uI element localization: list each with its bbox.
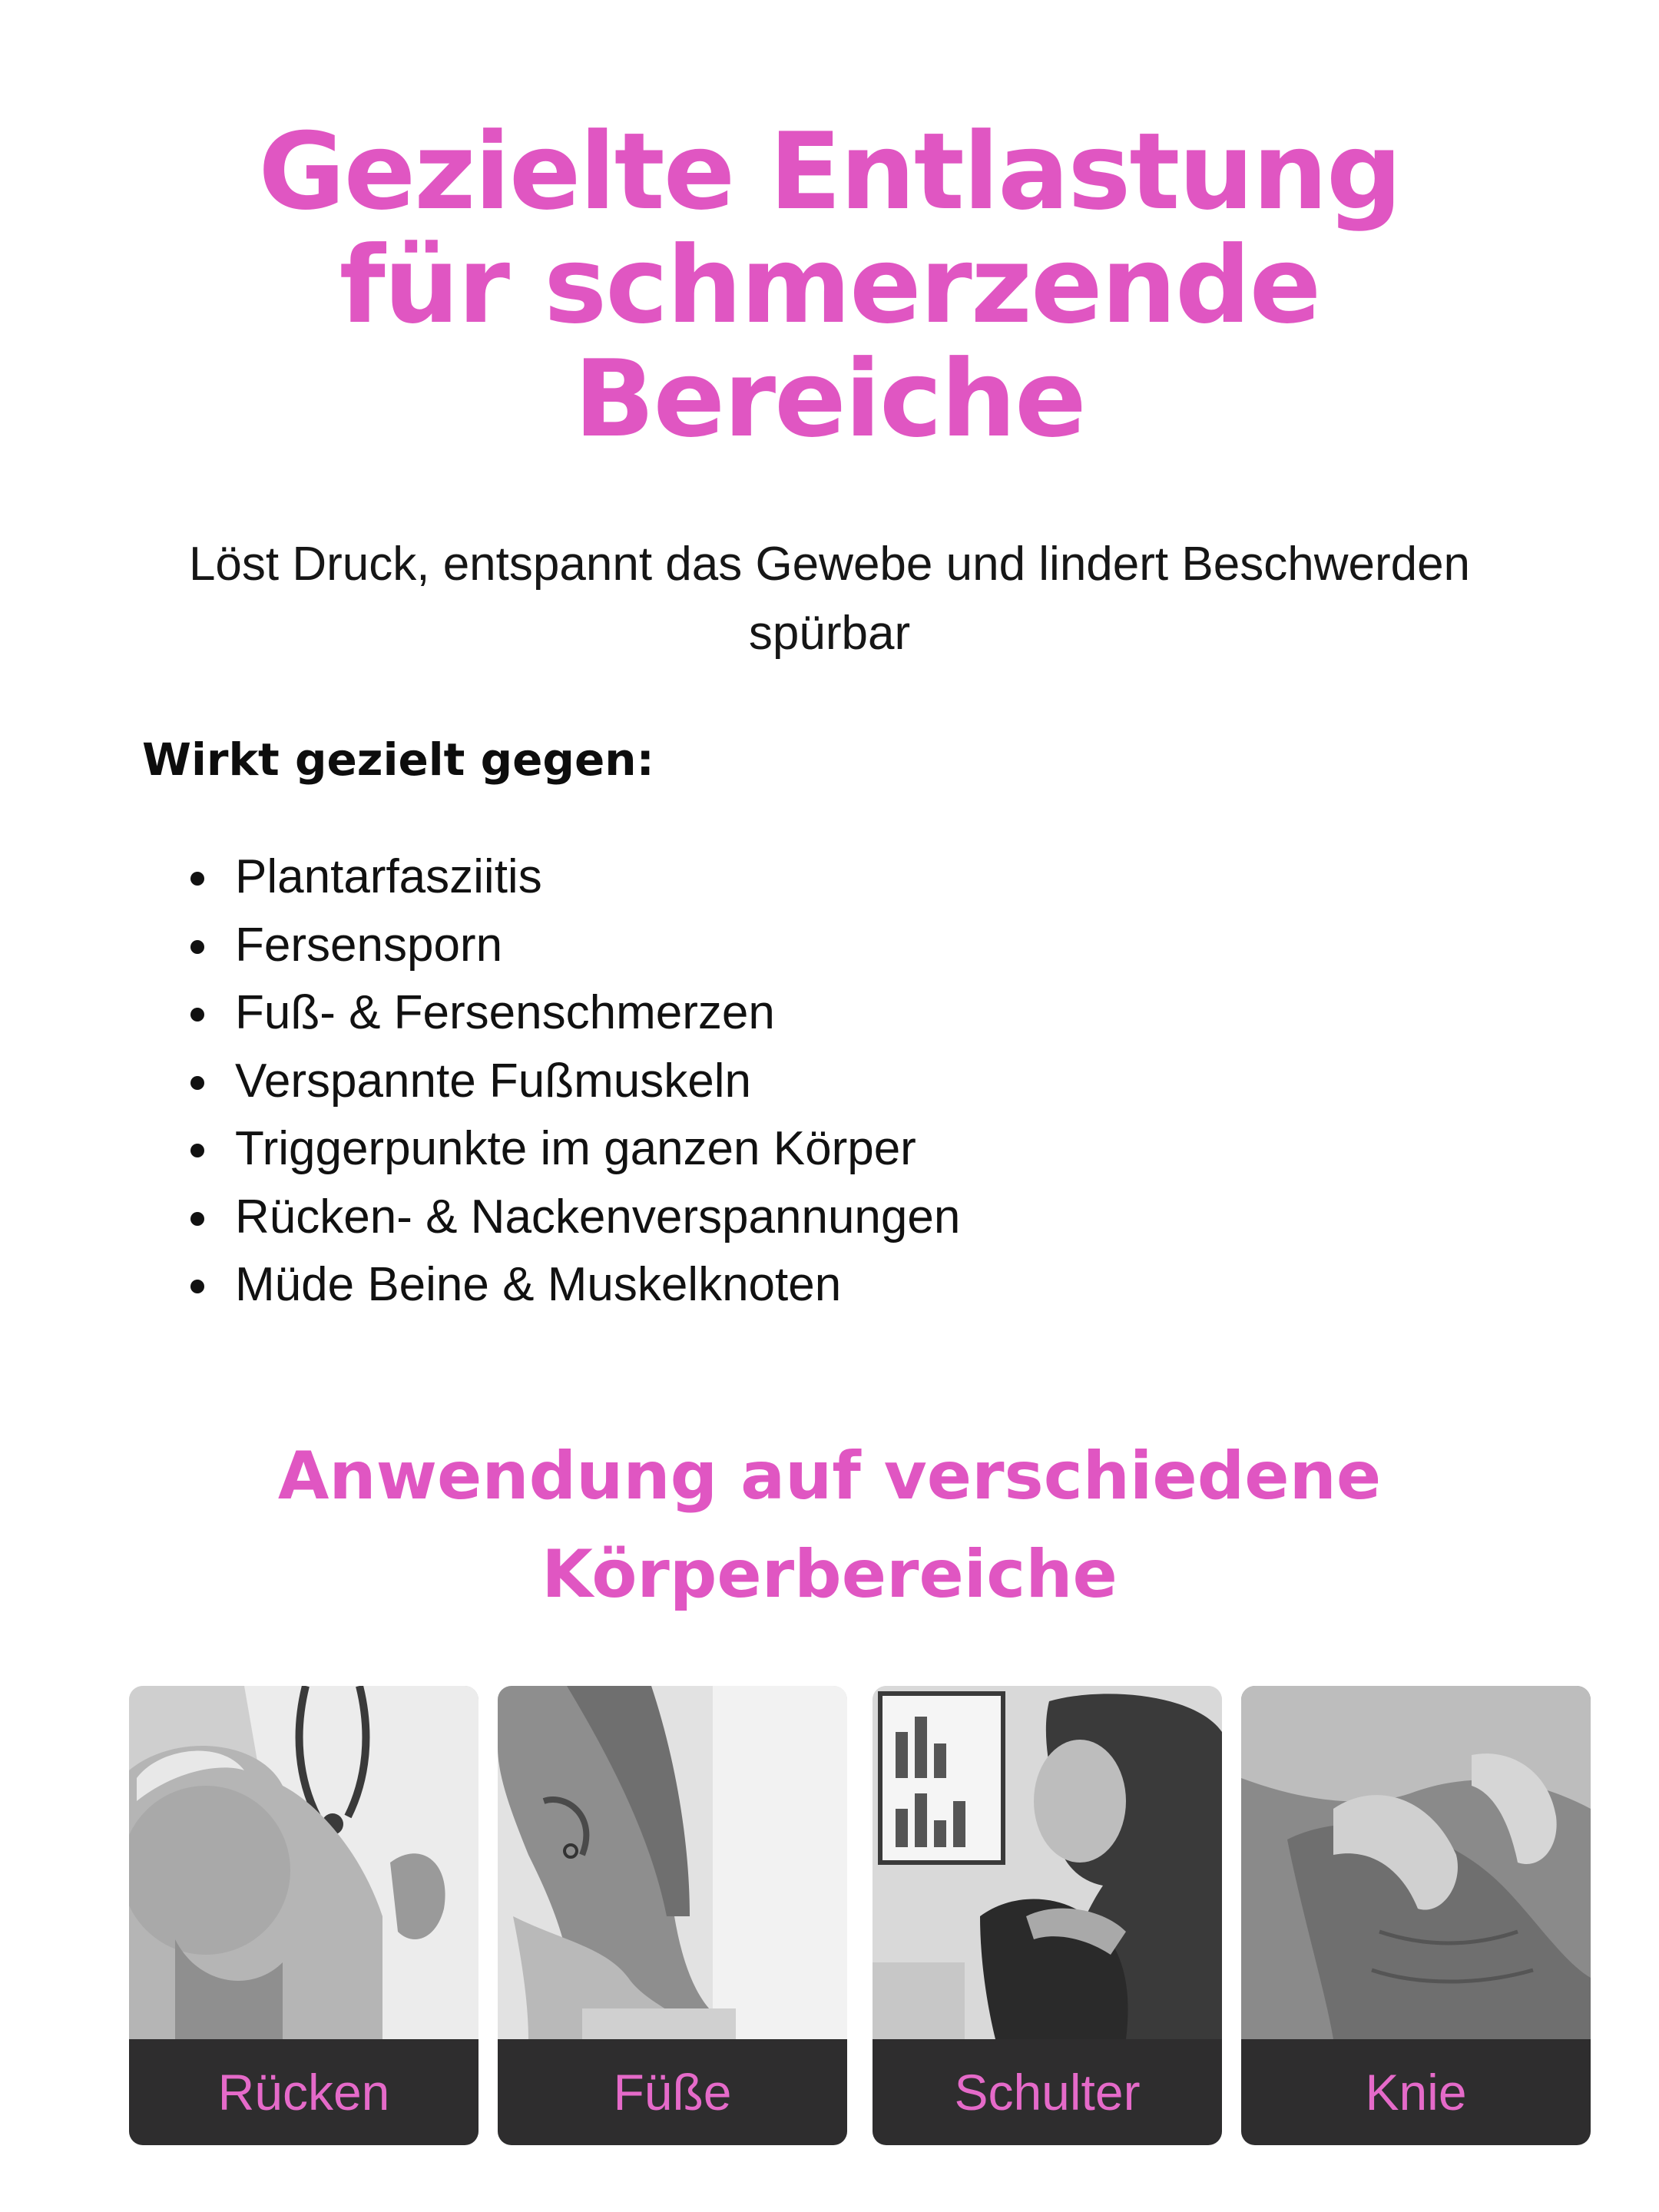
hero-title	[0, 110, 1659, 461]
effect-item-fersensporn	[184, 912, 960, 980]
knee-photo-icon	[1241, 1686, 1591, 2039]
area-label-knie: Knie	[1365, 2064, 1467, 2121]
effect-item-triggerpunkte	[184, 1115, 960, 1184]
area-label-schulter: Schulter	[954, 2064, 1141, 2121]
effect-item-label: Rücken- & Nackenverspannungen	[235, 1190, 961, 1243]
bullet-icon	[190, 1212, 204, 1226]
area-card-knie	[1241, 1686, 1591, 2145]
area-label-fuesse: Füße	[613, 2064, 732, 2121]
caption-bar	[1241, 2039, 1591, 2145]
hero-subtitle	[61, 530, 1598, 668]
hero-subtitle-line-1: Löst Druck, entspannt das Gewebe und lindert Beschwerden	[188, 538, 1471, 591]
hero-title-line-1: Gezielte Entlastung	[258, 110, 1401, 233]
effect-item-label: Triggerpunkte im ganzen Körper	[235, 1122, 916, 1175]
hero-title-line-2: für schmerzende	[339, 224, 1320, 347]
bullet-icon	[190, 1076, 204, 1090]
effect-item-label: Verspannte Fußmuskeln	[235, 1054, 752, 1108]
effect-item-fuss-fersenschmerzen	[184, 979, 960, 1048]
application-title	[0, 1427, 1659, 1624]
area-card-ruecken	[129, 1686, 478, 2145]
bullet-icon	[190, 1008, 204, 1022]
bullet-icon	[190, 872, 204, 886]
application-title-line-1: Anwendung auf verschiedene	[277, 1438, 1382, 1515]
effect-item-label: Fersensporn	[235, 918, 503, 972]
bullet-icon	[190, 1144, 204, 1157]
effect-item-label: Müde Beine & Muskelknoten	[235, 1258, 842, 1311]
back-photo-icon	[129, 1686, 478, 2039]
shoulder-photo-icon	[873, 1686, 1222, 2039]
area-card-schulter	[873, 1686, 1222, 2145]
bullet-icon	[190, 940, 204, 954]
effects-heading: Wirkt gezielt gegen:	[142, 733, 654, 786]
caption-bar	[129, 2039, 478, 2145]
effect-item-label: Plantarfasziitis	[235, 850, 542, 903]
effect-item-muede-beine	[184, 1251, 960, 1320]
application-title-line-2: Körperbereiche	[541, 1536, 1118, 1613]
feet-photo-icon	[498, 1686, 847, 2039]
effects-list	[184, 843, 960, 1320]
effect-item-ruecken-nacken	[184, 1184, 960, 1252]
effect-item-label: Fuß- & Fersenschmerzen	[235, 986, 775, 1039]
caption-bar	[873, 2039, 1222, 2145]
area-card-fuesse	[498, 1686, 847, 2145]
caption-bar	[498, 2039, 847, 2145]
area-label-ruecken: Rücken	[217, 2064, 390, 2121]
effect-item-fussmuskeln	[184, 1048, 960, 1116]
bullet-icon	[190, 1280, 204, 1293]
hero-title-line-3: Bereiche	[574, 337, 1085, 461]
hero-subtitle-line-2: spürbar	[748, 607, 911, 660]
effect-item-plantarfasziitis	[184, 843, 960, 912]
